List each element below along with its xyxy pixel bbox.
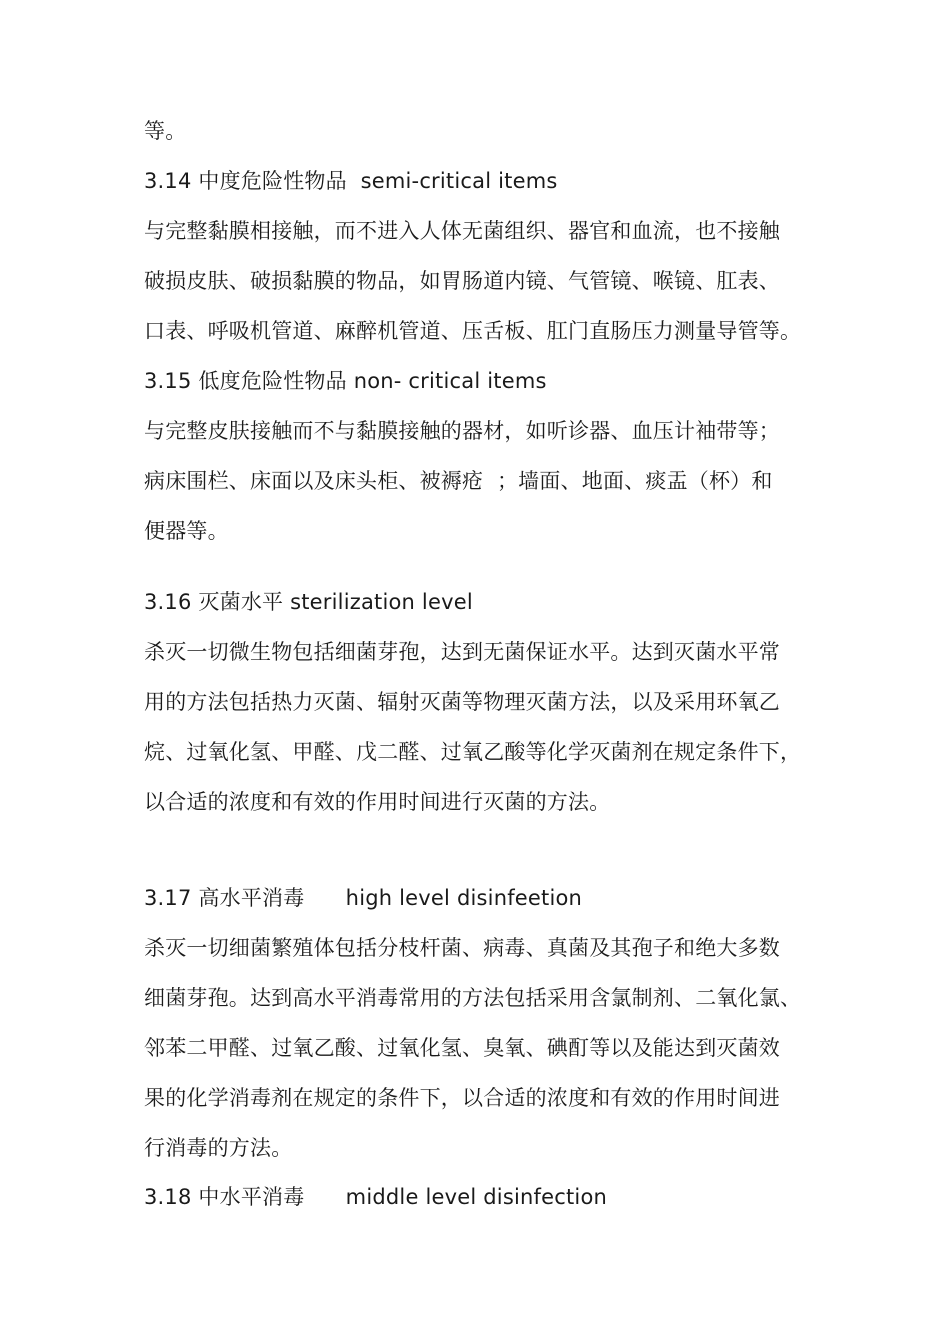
paragraph-line: 邻苯二甲醛、过氧乙酸、过氧化氢、臭氧、碘酊等以及能达到灭菌效 — [144, 1036, 780, 1060]
section-heading-3-16: 3.16 灭菌水平 sterilization level — [144, 590, 473, 614]
paragraph-line: 杀灭一切细菌繁殖体包括分枝杆菌、病毒、真菌及其孢子和绝大多数 — [144, 936, 780, 960]
paragraph-line: 便器等。 — [144, 519, 229, 543]
paragraph-line: 病床围栏、床面以及床头柜、被褥疮 ；墙面、地面、痰盂（杯）和 — [144, 469, 773, 493]
section-heading-3-15: 3.15 低度危险性物品 non- critical items — [144, 369, 547, 393]
paragraph-line: 口表、呼吸机管道、麻醉机管道、压舌板、肛门直肠压力测量导管等。 — [144, 319, 802, 343]
paragraph-line: 等。 — [144, 119, 187, 143]
paragraph-line: 烷、过氧化氢、甲醛、戊二醛、过氧乙酸等化学灭菌剂在规定条件下， — [144, 740, 802, 764]
paragraph-line: 与完整黏膜相接触，而不进入人体无菌组织、器官和血流，也不接触 — [144, 219, 780, 243]
section-heading-3-18: 3.18 中水平消毒 middle level disinfection — [144, 1185, 608, 1209]
section-heading-3-14: 3.14 中度危险性物品 semi-critical items — [144, 169, 558, 193]
paragraph-line: 用的方法包括热力灭菌、辐射灭菌等物理灭菌方法，以及采用环氧乙 — [144, 690, 780, 714]
paragraph-line: 果的化学消毒剂在规定的条件下，以合适的浓度和有效的作用时间进 — [144, 1086, 780, 1110]
paragraph-line: 与完整皮肤接触而不与黏膜接触的器材，如听诊器、血压计袖带等； — [144, 419, 780, 443]
paragraph-line: 以合适的浓度和有效的作用时间进行灭菌的方法。 — [144, 790, 611, 814]
section-heading-3-17: 3.17 高水平消毒 high level disinfeetion — [144, 886, 583, 910]
paragraph-line: 行消毒的方法。 — [144, 1136, 293, 1160]
paragraph-line: 细菌芽孢。达到高水平消毒常用的方法包括采用含氯制剂、二氧化氯、 — [144, 986, 802, 1010]
paragraph-line: 破损皮肤、破损黏膜的物品，如胃肠道内镜、气管镜、喉镜、肛表、 — [144, 269, 780, 293]
paragraph-line: 杀灭一切微生物包括细菌芽孢，达到无菌保证水平。达到灭菌水平常 — [144, 640, 780, 664]
